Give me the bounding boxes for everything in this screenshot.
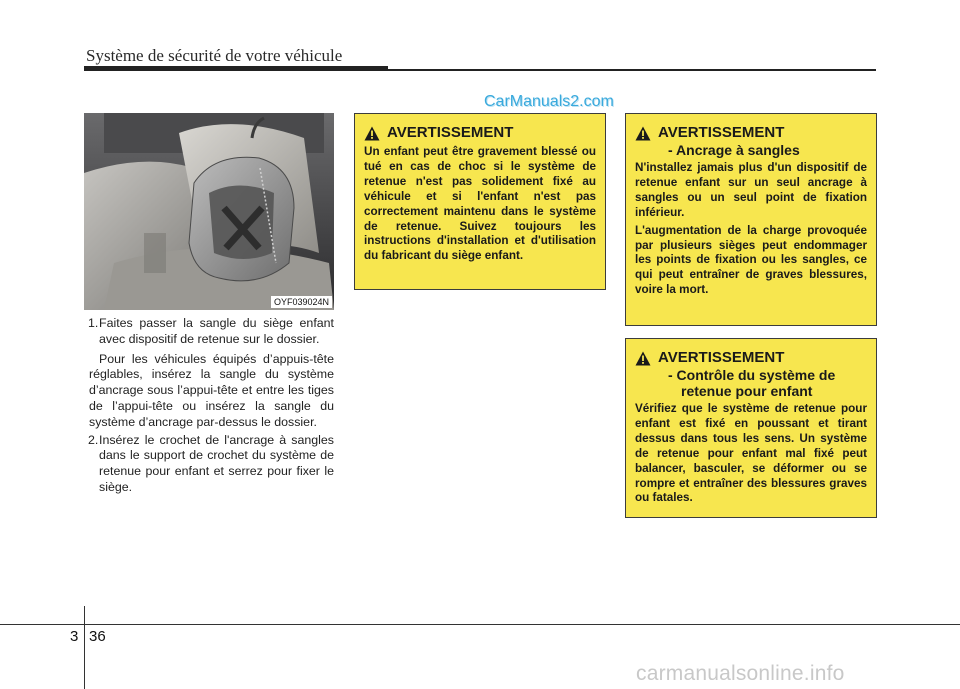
footer-divider: [84, 606, 85, 689]
page-number: 36: [89, 628, 106, 645]
warning-box-tether-anchor: [625, 113, 877, 326]
step-2: [88, 433, 334, 496]
warning-box-restraint-check: [625, 338, 877, 518]
warning-subtitle: - Ancrage à sangles: [668, 142, 800, 158]
child-seat-photo: [84, 113, 334, 310]
watermark-footer: carmanualsonline.info: [636, 662, 845, 685]
warning-subtitle: - Contrôle du système de retenue pour enfant: [668, 367, 836, 399]
header-title: Système de sécurité de votre véhicule: [86, 46, 343, 65]
step-number: 1.: [88, 316, 99, 330]
instruction-steps: [88, 316, 334, 496]
chapter-number: 3: [70, 628, 79, 645]
header-rule-thin: [388, 69, 876, 71]
warning-text: Un enfant peut être gravement blessé ou tué en cas de choc si le système de retenue n'est pas solidement fixé au véhicule et si l'enfant n'est pas correctement maintenu dans le système de retenue. Suivez toujours les instructions d'installation et d'utilisation du fabricant du siège enfant.: [364, 145, 596, 263]
warning-title: AVERTISSEMENT: [387, 124, 514, 141]
warning-title: AVERTISSEMENT: [658, 124, 785, 141]
photo-code: OYF039024N: [271, 296, 332, 308]
step-number: 2.: [88, 432, 99, 447]
step-text: Insérez le crochet de l'ancrage à sangles dans le support de crochet du système de retenue pour enfant et serrez pour fixer le siège.: [99, 432, 334, 494]
step-1: [88, 316, 334, 431]
warning-title: AVERTISSEMENT: [658, 349, 785, 366]
warning-text: N'installez jamais plus d'un dispositif de retenue enfant sur un seul ancrage à sangles ou un seul point de fixation inférieur.: [635, 161, 867, 219]
warning-box-child-safety: [354, 113, 606, 290]
warning-triangle-icon: [635, 126, 651, 141]
footer-rule: [0, 624, 960, 625]
warning-triangle-icon: [635, 351, 651, 366]
step-subtext: Pour les véhicules équipés d’appuis-tête réglables, insérez la sangle du système d’ancrage sous l’appui-tête et entre les tiges de l’appui-tête ou insérez la sangle du système d’ancrage par-dessus le dossier.: [89, 351, 334, 429]
step-text: Faites passer la sangle du siège enfant avec dispositif de retenue sur le dossier.: [99, 316, 334, 346]
child-seat-illustration: [84, 113, 334, 310]
warning-text: L'augmentation de la charge provoquée par plusieurs sièges peut endommager les points de fixation ou les sangles, ce qui peut entraîner de graves blessures, voire la mort.: [635, 223, 867, 297]
header-rule: [84, 66, 388, 71]
warning-text: Vérifiez que le système de retenue pour enfant est fixé en poussant et tirant dessus dans tous les sens. Un système de retenue pour enfant mal fixé peut balancer, basculer, se déformer ou se rompre et entraîner des blessures graves ou fatales.: [635, 402, 867, 505]
warning-triangle-icon: [364, 126, 380, 141]
watermark-link[interactable]: CarManuals2.com: [484, 93, 614, 110]
